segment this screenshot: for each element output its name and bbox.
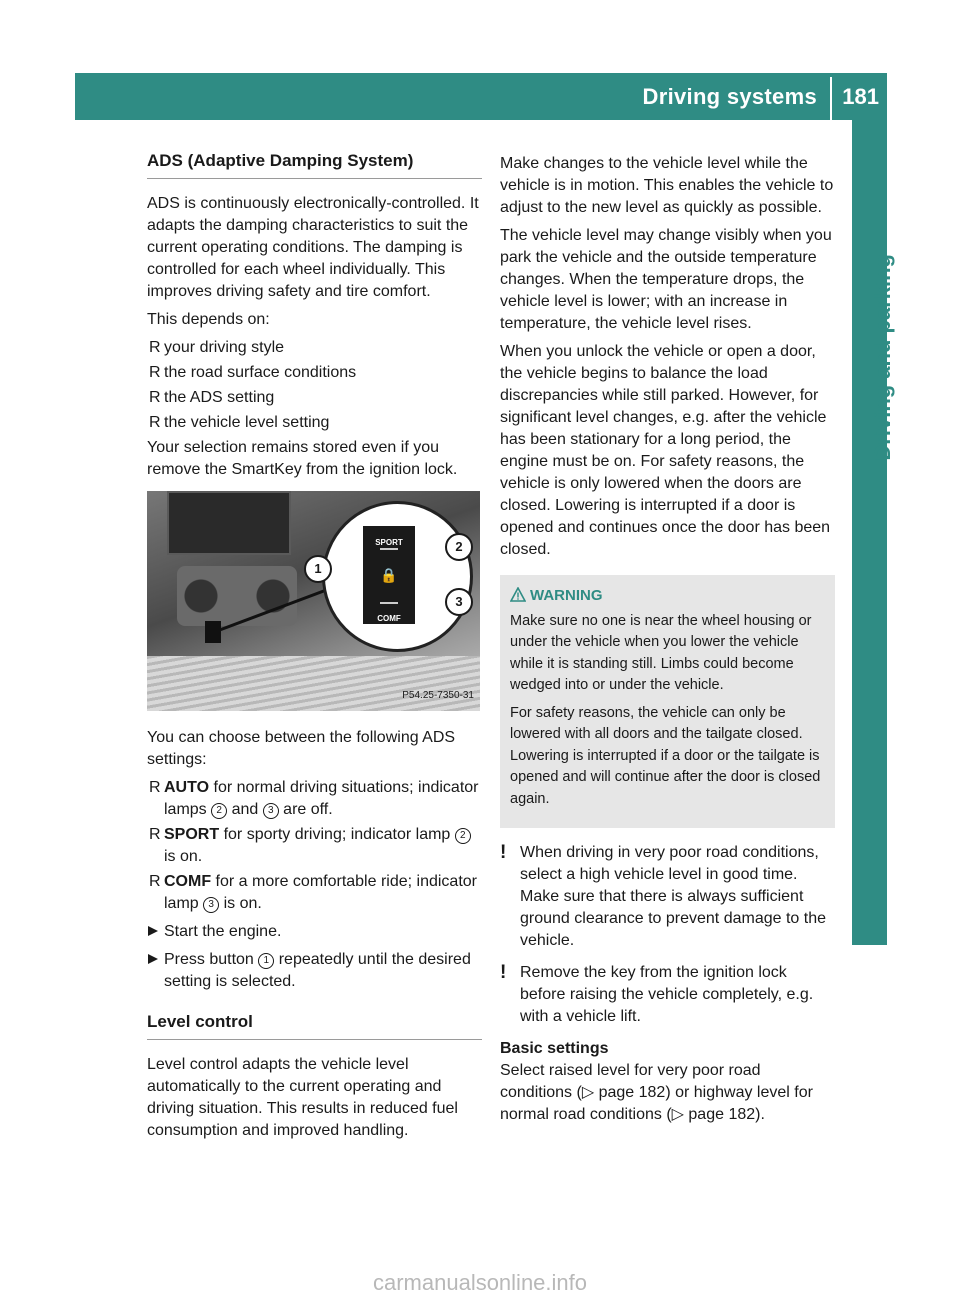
list-item: R COMF for a more comfortable ride; indicator lamp 3 is on. <box>149 873 477 912</box>
right-column <box>500 153 835 1132</box>
figure-zoom-circle <box>322 501 473 652</box>
exclamation-icon: ! <box>500 842 507 863</box>
figure-code: P54.25-7350-31 <box>402 690 474 701</box>
warning-text-2: For safety reasons, the vehicle can only be lowered with all doors and the tailgate closed. Lowering is interrupted if a door or the tailgate is opened and will continue after the door is closed again. <box>510 704 821 807</box>
warning-triangle-icon <box>510 587 526 603</box>
chapter-title: Driving systems <box>642 84 817 109</box>
left-column <box>147 150 482 1148</box>
ads-intro: ADS is continuously electronically-controlled. It adapts the damping characteristics to suit the current operating conditions. The damping is controlled for each wheel individually. This improves driving safety and tire comfort. <box>147 195 479 300</box>
choose-settings-text: You can choose between the following ADS settings: <box>147 729 456 768</box>
callout-3: 3 <box>445 588 473 616</box>
side-tab-marker <box>852 910 887 945</box>
exclamation-icon: ! <box>500 962 507 983</box>
ads-switch-figure <box>147 491 480 711</box>
watermark: carmanualsonline.info <box>372 1270 588 1295</box>
list-item: R the ADS setting <box>149 389 275 406</box>
level-paragraph-2: The vehicle level may change visibly when you park the vehicle and the outside temperature changes. When the temperature drops, the vehicle level is lower; with an increase in temperature, the vehicle level rises. <box>500 227 832 332</box>
side-tab-label-wrap <box>845 254 895 654</box>
level-control-title: Level control <box>147 1011 482 1040</box>
lock-icon: 🔒 <box>380 567 398 583</box>
page-ref-icon: ▷ <box>581 1084 595 1101</box>
header-divider <box>830 77 832 120</box>
arrow-right-icon <box>147 953 159 965</box>
page-number: 181 <box>842 84 879 109</box>
warning-box <box>500 575 835 828</box>
list-item: R SPORT for sporty driving; indicator lamp 2 is on. <box>147 824 482 868</box>
list-item: R the road surface conditions <box>149 364 357 381</box>
arrow-right-icon <box>147 925 159 937</box>
depends-on-label: This depends on: <box>147 311 270 328</box>
selection-stored-text: Your selection remains stored even if you remove the SmartKey from the ignition lock. <box>147 439 458 478</box>
action-step: Start the engine. <box>147 921 482 943</box>
list-item: R the vehicle level setting <box>149 414 330 431</box>
note-item: ! Remove the key from the ignition lock before raising the vehicle completely, e.g. with a vehicle lift. <box>500 962 814 1025</box>
ads-switch: SPORT 🔒 COMF <box>363 526 415 624</box>
list-item: R your driving style <box>149 339 285 356</box>
warning-header: WARNING <box>510 585 825 607</box>
level-control-intro: Level control adapts the vehicle level automatically to the current operating and driving situation. This results in reduced fuel consumption and improved handling. <box>147 1056 458 1139</box>
note-item: ! When driving in very poor road conditions, select a high vehicle level in good time. Make sure that there is always sufficient ground clearance to prevent damage to the vehicle. <box>500 842 826 949</box>
page-ref-icon: ▷ <box>671 1106 684 1123</box>
level-paragraph-3: When you unlock the vehicle or open a door, the vehicle begins to balance the load discrepancies while still parked. However, for significant level changes, e.g. after the vehicle has been stationary for a long period, the engine must be on. For safety reasons, the vehicle is only lowered when the doors are closed. Lowering is interrupted if a door is opened and continues once the door has been closed. <box>500 343 831 558</box>
side-tab-label: Driving and parking <box>870 254 895 461</box>
level-paragraph-1: Make changes to the vehicle level while the vehicle is in motion. This enables the vehicle to adjust to the new level as quickly as possible. <box>500 155 834 216</box>
ads-section-title: ADS (Adaptive Damping System) <box>147 150 482 179</box>
basic-settings-title: Basic settings <box>500 1040 609 1057</box>
callout-1: 1 <box>304 555 332 583</box>
warning-text-1: Make sure no one is near the wheel housing or under the vehicle when you lower the vehicle while it is standing still. Limbs could become wedged into or under the vehicle. <box>510 612 812 693</box>
list-item: R AUTO for normal driving situations; indicator lamps 2 and 3 are off. <box>149 779 479 818</box>
page-header <box>75 73 887 120</box>
action-step: Press button 1 repeatedly until the desired setting is selected. <box>147 949 482 993</box>
basic-settings-text: Select raised level for very poor road conditions (▷ page 182) or highway level for normal road conditions (▷ page 182). <box>500 1062 813 1123</box>
callout-2: 2 <box>445 533 473 561</box>
